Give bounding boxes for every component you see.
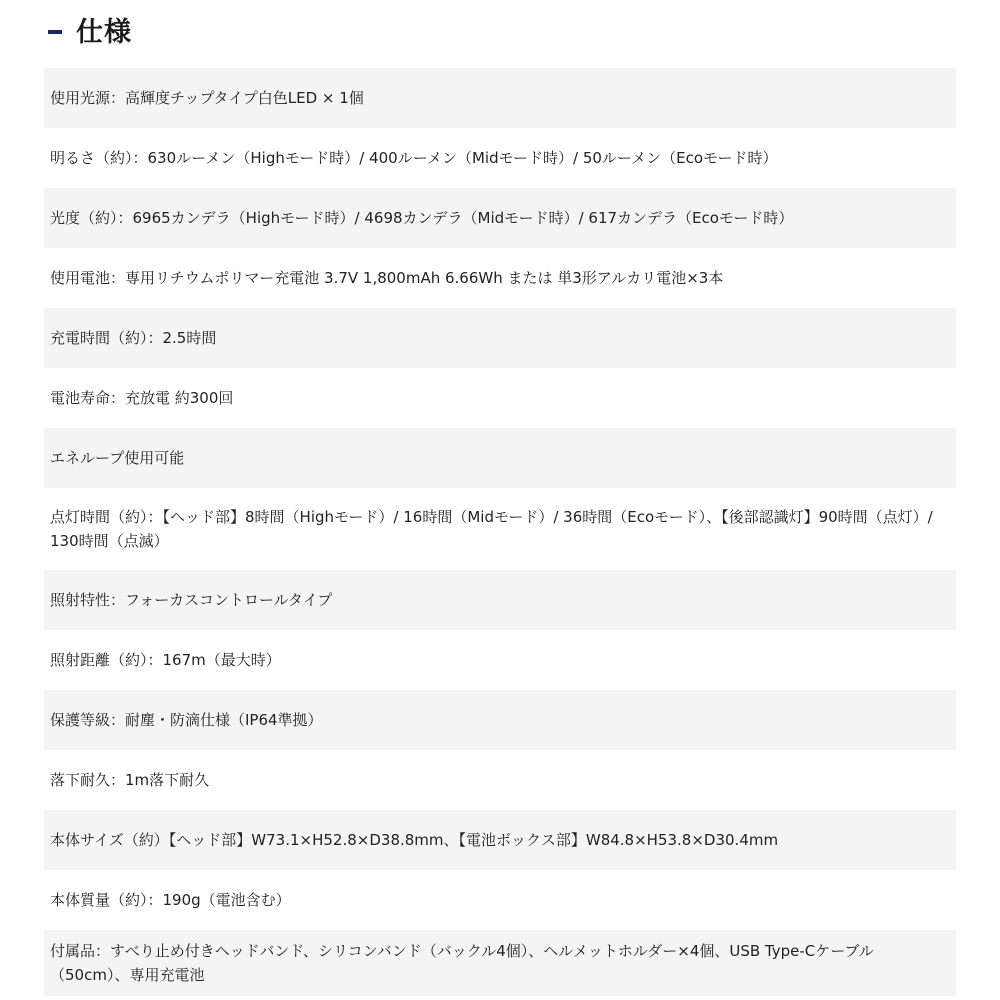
spec-row-brightness: 明るさ（約）：630ルーメン（Highモード時）/ 400ルーメン（Midモード時）/ 50ルーメン（Ecoモード時） bbox=[44, 128, 956, 188]
spec-row-protection: 保護等級：耐塵・防滴仕様（IP64準拠） bbox=[44, 690, 956, 750]
spec-row-drop-resistance: 落下耐久：1m落下耐久 bbox=[44, 750, 956, 810]
spec-row-charge-time: 充電時間（約）：2.5時間 bbox=[44, 308, 956, 368]
spec-list bbox=[44, 68, 956, 996]
spec-row-weight: 本体質量（約）：190g（電池含む） bbox=[44, 870, 956, 930]
spec-row-battery: 使用電池：専用リチウムポリマー充電池 3.7V 1,800mAh 6.66Wh または 単3形アルカリ電池×3本 bbox=[44, 248, 956, 308]
spec-row-battery-life: 電池寿命：充放電 約300回 bbox=[44, 368, 956, 428]
spec-row-eneloop: エネループ使用可能 bbox=[44, 428, 956, 488]
spec-row-light-source: 使用光源：高輝度チップタイプ白色LED × 1個 bbox=[44, 68, 956, 128]
heading-accent-bar bbox=[48, 30, 62, 34]
spec-row-beam-type: 照射特性：フォーカスコントロールタイプ bbox=[44, 570, 956, 630]
spec-row-luminous-intensity: 光度（約）：6965カンデラ（Highモード時）/ 4698カンデラ（Midモード時）/ 617カンデラ（Ecoモード時） bbox=[44, 188, 956, 248]
page-title: 仕様 bbox=[76, 16, 132, 48]
spec-row-run-time: 点灯時間（約）：【ヘッド部】8時間（Highモード）/ 16時間（Midモード）/ 36時間（Ecoモード）、【後部認識灯】90時間（点灯）/ 130時間（点滅） bbox=[44, 488, 956, 570]
section-heading bbox=[48, 12, 132, 46]
spec-row-dimensions: 本体サイズ（約）【ヘッド部】W73.1×H52.8×D38.8mm、【電池ボックス部】W84.8×H53.8×D30.4mm bbox=[44, 810, 956, 870]
spec-row-accessories: 付属品：すべり止め付きヘッドバンド、シリコンバンド（バックル4個）、ヘルメットホルダー×4個、USB Type-Cケーブル（50cm）、専用充電池 bbox=[44, 930, 956, 996]
spec-row-beam-distance: 照射距離（約）：167m（最大時） bbox=[44, 630, 956, 690]
